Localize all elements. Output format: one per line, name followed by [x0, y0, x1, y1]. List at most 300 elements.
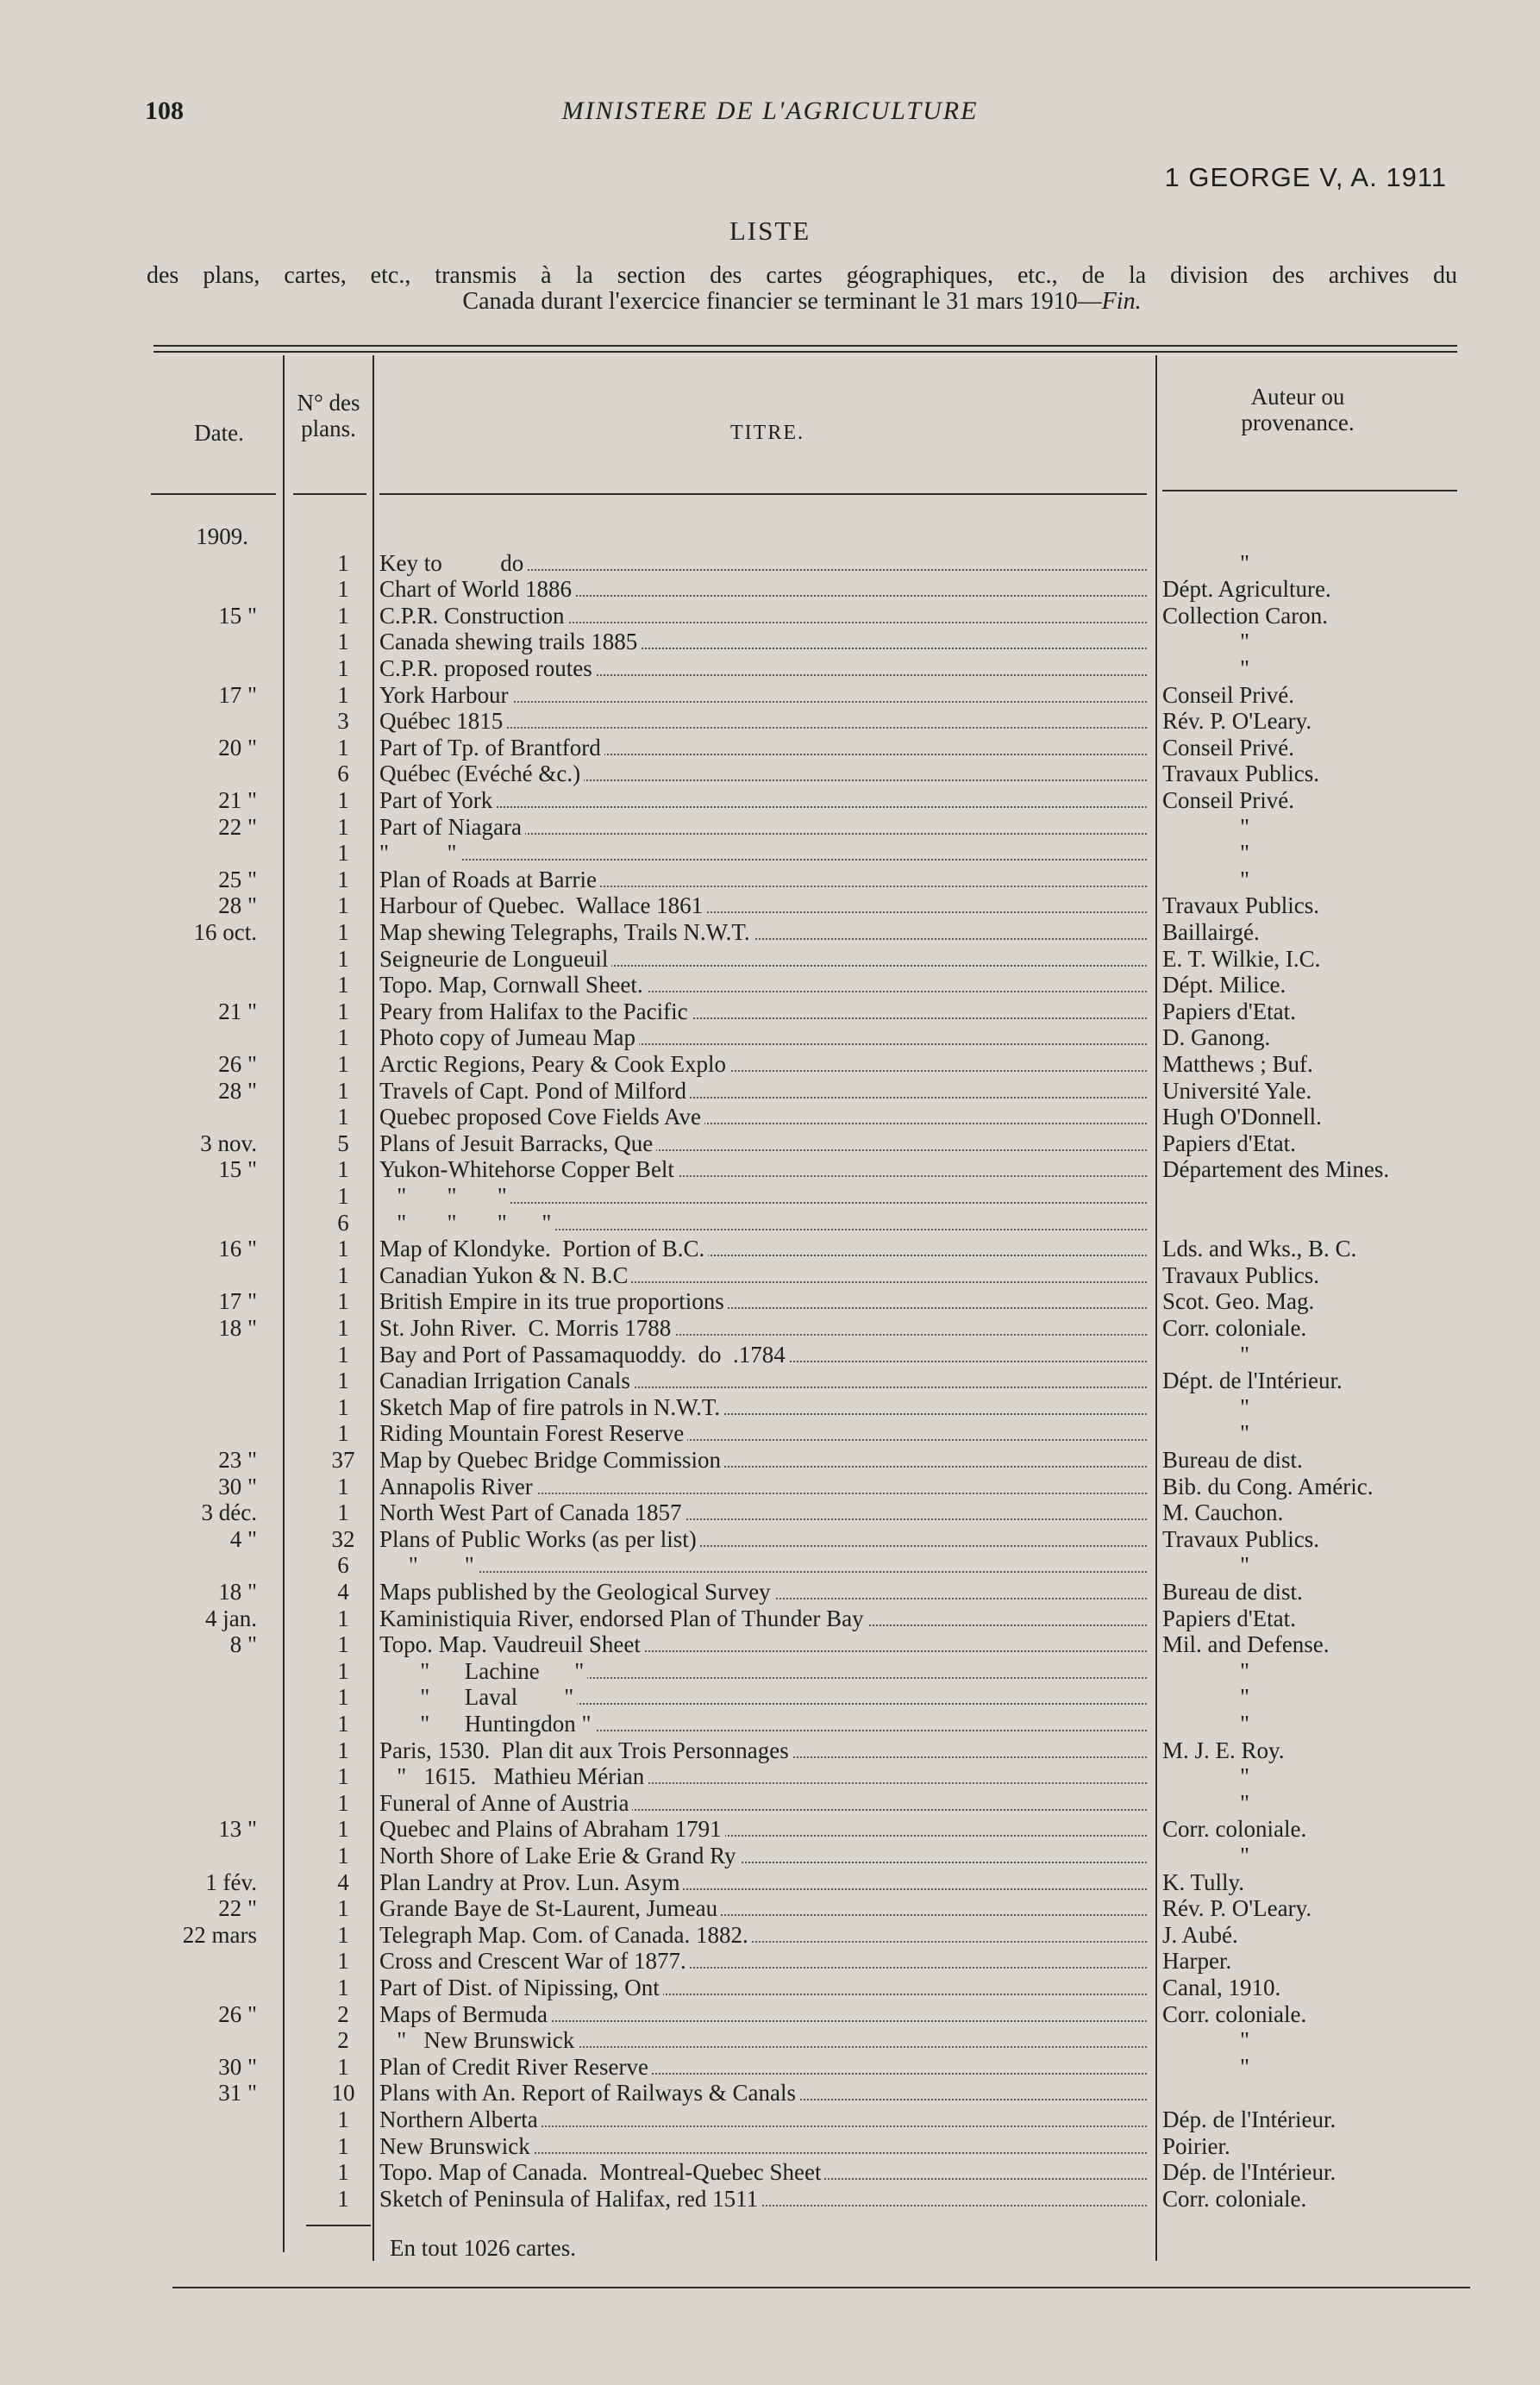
row-title-text: " New Brunswick [379, 2027, 578, 2053]
col-divider-1 [283, 355, 285, 2252]
row-title [379, 1078, 1147, 1104]
row-title-text: Arctic Regions, Peary & Cook Explo [379, 1051, 729, 1077]
row-author: " [1240, 629, 1250, 654]
row-author: Université Yale. [1162, 1078, 1312, 1104]
row-author: Travaux Publics. [1162, 892, 1320, 918]
row-author: Dépt. Agriculture. [1162, 576, 1331, 602]
row-count: 6 [337, 1552, 349, 1578]
row-title-text: Northern Alberta [379, 2106, 542, 2132]
row-author: Lds. and Wks., B. C. [1162, 1236, 1357, 1261]
row-count: 4 [337, 1579, 349, 1605]
row-count: 1 [337, 1631, 349, 1657]
row-title [379, 1948, 1147, 1974]
bottom-rule [172, 2287, 1470, 2288]
row-author: D. Ganong. [1162, 1024, 1271, 1050]
row-date: 28 " [218, 892, 257, 918]
row-title [379, 919, 1147, 945]
row-count: 1 [337, 2133, 349, 2159]
row-date: 20 " [218, 735, 257, 761]
row-author: Matthews ; Buf. [1162, 1051, 1313, 1077]
row-author: Baillairgé. [1162, 919, 1260, 945]
row-title-text: Sketch of Peninsula of Halifax, red 1511 [379, 2186, 761, 2212]
row-title [379, 1183, 1147, 1209]
row-title [379, 1975, 1147, 2000]
row-title-text: Key to do [379, 550, 527, 576]
row-title [379, 1368, 1147, 1393]
row-title-text: Grande Baye de St-Laurent, Jumeau [379, 1895, 721, 1921]
row-author: " [1240, 1711, 1250, 1737]
row-count: 1 [337, 1922, 349, 1948]
row-title [379, 2027, 1147, 2053]
leader-dots [379, 1571, 1147, 1573]
row-count: 1 [337, 2159, 349, 2185]
row-count: 6 [337, 761, 349, 786]
row-title-text: Plan of Roads at Barrie [379, 867, 600, 892]
row-date: 13 " [218, 1816, 257, 1842]
row-title-text: Topo. Map. Vaudreuil Sheet [379, 1631, 644, 1657]
row-title-text: C.P.R. proposed routes [379, 655, 596, 681]
row-author: Conseil Privé. [1162, 682, 1294, 708]
row-count: 1 [337, 1948, 349, 1974]
row-title [379, 998, 1147, 1024]
row-date: 31 " [218, 2080, 257, 2106]
row-title-text: British Empire in its true proportions [379, 1288, 728, 1314]
row-title [379, 1658, 1147, 1684]
row-title [379, 761, 1147, 786]
row-date: 1909. [196, 523, 248, 549]
row-author: Dép. de l'Intérieur. [1162, 2159, 1337, 2185]
row-title-text: Travels of Capt. Pond of Milford [379, 1078, 690, 1104]
row-count: 1 [337, 1737, 349, 1763]
row-author: M. J. E. Roy. [1162, 1737, 1285, 1763]
row-title [379, 655, 1147, 681]
total-rule [306, 2225, 371, 2226]
row-title [379, 1342, 1147, 1368]
row-title [379, 946, 1147, 972]
row-title-text: North West Part of Canada 1857 [379, 1499, 685, 1525]
row-date: 8 " [229, 1631, 257, 1657]
row-author: Collection Caron. [1162, 603, 1328, 629]
row-count: 1 [337, 1078, 349, 1104]
leader-dots [379, 859, 1147, 861]
row-title-text: Riding Mountain Forest Reserve [379, 1420, 687, 1446]
row-title [379, 1262, 1147, 1288]
row-title [379, 1895, 1147, 1921]
row-count: 1 [337, 1051, 349, 1077]
row-title-text: Plans of Public Works (as per list) [379, 1526, 700, 1552]
caption [147, 263, 1457, 315]
row-title [379, 1420, 1147, 1446]
row-author: Travaux Publics. [1162, 1262, 1320, 1288]
row-author: J. Aubé. [1162, 1922, 1238, 1948]
row-count: 37 [331, 1447, 355, 1473]
row-count: 2 [337, 2027, 349, 2053]
header-underline-date [151, 493, 276, 495]
row-title [379, 1843, 1147, 1869]
row-count: 1 [337, 1843, 349, 1869]
row-count: 1 [337, 550, 349, 576]
row-title-text: " Laval " [379, 1684, 577, 1710]
row-date: 26 " [218, 1051, 257, 1077]
row-date: 30 " [218, 2054, 257, 2080]
row-title-text: Part of Niagara [379, 814, 525, 840]
row-author: Travaux Publics. [1162, 1526, 1320, 1552]
row-title [379, 1474, 1147, 1499]
row-title-text: Plan of Credit River Reserve [379, 2054, 652, 2080]
row-author: Bureau de dist. [1162, 1579, 1303, 1605]
row-author: Papiers d'Etat. [1162, 998, 1296, 1024]
row-title-text: Cross and Crescent War of 1877. [379, 1948, 690, 1974]
caption-line-2 [462, 288, 1141, 315]
row-date: 17 " [218, 682, 257, 708]
row-count: 1 [337, 1711, 349, 1737]
row-author: Corr. coloniale. [1162, 2001, 1307, 2027]
row-author: " [1240, 1342, 1250, 1368]
row-title [379, 1790, 1147, 1816]
row-author: Poirier. [1162, 2133, 1230, 2159]
row-title [379, 1684, 1147, 1710]
row-title-text: Canadian Irrigation Canals [379, 1368, 634, 1393]
row-count: 1 [337, 2054, 349, 2080]
row-count: 1 [337, 1790, 349, 1816]
row-title [379, 1606, 1147, 1631]
row-count: 1 [337, 867, 349, 892]
row-title-text: Canadian Yukon & N. B.C [379, 1262, 631, 1288]
row-title-text: Québec (Evéché &c.) [379, 761, 584, 786]
row-date: 4 jan. [205, 1606, 257, 1631]
page-number: 108 [145, 97, 184, 125]
top-rule-1 [153, 345, 1457, 347]
row-count: 1 [337, 1024, 349, 1050]
row-author: " [1240, 1684, 1250, 1710]
row-date: 25 " [218, 867, 257, 892]
row-date: 21 " [218, 998, 257, 1024]
row-title-text: " Lachine " [379, 1658, 587, 1684]
row-title-text: Map of Klondyke. Portion of B.C. [379, 1236, 708, 1261]
row-author: Dépt. Milice. [1162, 972, 1286, 998]
row-count: 32 [331, 1526, 355, 1552]
row-count: 1 [337, 1183, 349, 1209]
row-title [379, 2133, 1147, 2159]
row-author: K. Tully. [1162, 1869, 1245, 1895]
header-author: Auteur ou provenance. [1241, 384, 1355, 435]
row-title-text: Harbour of Quebec. Wallace 1861 [379, 892, 706, 918]
row-title-text: North Shore of Lake Erie & Grand Ry [379, 1843, 740, 1869]
row-title [379, 2054, 1147, 2080]
row-title-text: Plans with An. Report of Railways & Canals [379, 2080, 799, 2106]
row-date: 26 " [218, 2001, 257, 2027]
row-title [379, 2001, 1147, 2027]
row-count: 1 [337, 655, 349, 681]
row-author: Bureau de dist. [1162, 1447, 1303, 1473]
row-title [379, 840, 1147, 866]
row-count: 1 [337, 603, 349, 629]
row-author: Corr. coloniale. [1162, 2186, 1307, 2212]
row-author: Harper. [1162, 1948, 1232, 1974]
row-count: 1 [337, 2106, 349, 2132]
row-count: 1 [337, 919, 349, 945]
row-title [379, 603, 1147, 629]
row-title [379, 1288, 1147, 1314]
row-title [379, 1499, 1147, 1525]
row-count: 1 [337, 1262, 349, 1288]
row-date: 22 mars [182, 1922, 257, 1948]
row-title [379, 1922, 1147, 1948]
row-count: 1 [337, 1288, 349, 1314]
row-author: Papiers d'Etat. [1162, 1130, 1296, 1156]
row-count: 1 [337, 840, 349, 866]
row-title-text: " " [379, 840, 460, 866]
row-date: 28 " [218, 1078, 257, 1104]
row-title [379, 867, 1147, 892]
row-title-text: Canada shewing trails 1885 [379, 629, 641, 654]
row-title-text: " " " [379, 1183, 510, 1209]
row-title [379, 1763, 1147, 1789]
caption-line-2-text: Canada durant l'exercice financier se terminant le 31 mars 1910— [462, 288, 1102, 315]
row-author: " [1240, 2027, 1250, 2053]
row-title [379, 1711, 1147, 1737]
row-count: 1 [337, 1236, 349, 1261]
row-count: 1 [337, 2186, 349, 2212]
row-title [379, 708, 1147, 734]
row-title-text: Yukon-Whitehorse Copper Belt [379, 1156, 678, 1182]
session-label: 1 GEORGE V, A. 1911 [1164, 162, 1447, 192]
row-author: " [1240, 1843, 1250, 1869]
row-count: 1 [337, 1763, 349, 1789]
running-head: MINISTERE DE L'AGRICULTURE [561, 97, 979, 125]
row-title [379, 1236, 1147, 1261]
row-title-text: Chart of World 1886 [379, 576, 575, 602]
header-title: TITRE. [730, 422, 804, 444]
row-title [379, 1210, 1147, 1236]
row-author: Scot. Geo. Mag. [1162, 1288, 1315, 1314]
row-author: Dép. de l'Intérieur. [1162, 2106, 1337, 2132]
row-author: Rév. P. O'Leary. [1162, 708, 1312, 734]
row-title-text: Kaministiquia River, endorsed Plan of Thunder Bay [379, 1606, 867, 1631]
row-title [379, 1104, 1147, 1130]
row-title [379, 1130, 1147, 1156]
row-title [379, 787, 1147, 813]
col-divider-2 [372, 355, 374, 2261]
row-title [379, 576, 1147, 602]
row-author: Département des Mines. [1162, 1156, 1390, 1182]
row-title [379, 892, 1147, 918]
row-title-text: Quebec and Plains of Abraham 1791 [379, 1816, 725, 1842]
row-title-text: Peary from Halifax to the Pacific [379, 998, 692, 1024]
row-author: Canal, 1910. [1162, 1975, 1281, 2000]
row-count: 1 [337, 1342, 349, 1368]
row-date: 22 " [218, 1895, 257, 1921]
row-title-text: Seigneurie de Longueuil [379, 946, 611, 972]
row-title-text: Bay and Port of Passamaquoddy. do .1784 [379, 1342, 789, 1368]
row-title-text: Part of Tp. of Brantford [379, 735, 604, 761]
row-title [379, 1737, 1147, 1763]
row-count: 1 [337, 787, 349, 813]
row-count: 3 [337, 708, 349, 734]
row-author: " [1240, 840, 1250, 866]
row-date: 18 " [218, 1579, 257, 1605]
row-author: " [1240, 1552, 1250, 1578]
row-title-text: " 1615. Mathieu Mérian [379, 1763, 648, 1789]
row-count: 1 [337, 1658, 349, 1684]
row-title-text: St. John River. C. Morris 1788 [379, 1315, 674, 1341]
row-title-text: Part of York [379, 787, 496, 813]
row-count: 6 [337, 1210, 349, 1236]
row-date: 18 " [218, 1315, 257, 1341]
row-author: " [1240, 1763, 1250, 1789]
row-title [379, 1816, 1147, 1842]
row-date: 3 nov. [200, 1130, 257, 1156]
row-title-text: Maps of Bermuda [379, 2001, 551, 2027]
row-count: 1 [337, 998, 349, 1024]
row-title [379, 1051, 1147, 1077]
row-author: " [1240, 655, 1250, 681]
row-title [379, 1526, 1147, 1552]
row-title-text: Map by Quebec Bridge Commission [379, 1447, 724, 1473]
row-title [379, 1156, 1147, 1182]
row-date: 22 " [218, 814, 257, 840]
row-title-text: Maps published by the Geological Survey [379, 1579, 774, 1605]
row-count: 1 [337, 629, 349, 654]
row-title [379, 2186, 1147, 2212]
row-title-text: Funeral of Anne of Austria [379, 1790, 632, 1816]
row-title-text: Plan Landry at Prov. Lun. Asym [379, 1869, 683, 1895]
row-author: E. T. Wilkie, I.C. [1162, 946, 1321, 972]
row-count: 1 [337, 576, 349, 602]
row-author: " [1240, 814, 1250, 840]
row-title [379, 2080, 1147, 2106]
header-underline-title [379, 493, 1147, 495]
row-count: 5 [337, 1130, 349, 1156]
row-author: " [1240, 867, 1250, 892]
row-title-text: " Huntingdon " [379, 1711, 595, 1737]
row-title [379, 2106, 1147, 2132]
row-date: 4 " [229, 1526, 257, 1552]
row-count: 1 [337, 1315, 349, 1341]
row-author: Corr. coloniale. [1162, 1816, 1307, 1842]
row-author: Hugh O'Donnell. [1162, 1104, 1322, 1130]
row-count: 2 [337, 2001, 349, 2027]
row-title [379, 1394, 1147, 1420]
row-count: 1 [337, 1975, 349, 2000]
row-count: 1 [337, 1499, 349, 1525]
top-rule-2 [153, 351, 1457, 353]
row-title [379, 735, 1147, 761]
row-date: 23 " [218, 1447, 257, 1473]
header-underline-author [1162, 490, 1457, 491]
row-count: 1 [337, 1474, 349, 1499]
row-title [379, 550, 1147, 576]
row-author: Conseil Privé. [1162, 735, 1294, 761]
row-title-text: Annapolis River [379, 1474, 536, 1499]
row-date: 16 " [218, 1236, 257, 1261]
row-count: 1 [337, 972, 349, 998]
caption-line-1: des plans, cartes, etc., transmis à la section des cartes géographiques, etc., de la division des archives du [147, 262, 1457, 289]
row-count: 10 [331, 2080, 355, 2106]
row-title [379, 2159, 1147, 2185]
row-title-text: New Brunswick [379, 2133, 534, 2159]
row-title-text: C.P.R. Construction [379, 603, 568, 629]
row-count: 1 [337, 735, 349, 761]
row-title [379, 1315, 1147, 1341]
header-num: N° des plans. [297, 390, 360, 441]
row-author: M. Cauchon. [1162, 1499, 1284, 1525]
row-title-text: Plans of Jesuit Barracks, Que [379, 1130, 656, 1156]
header-underline-num [293, 493, 366, 495]
row-date: 21 " [218, 787, 257, 813]
row-title-text: Part of Dist. of Nipissing, Ont [379, 1975, 663, 2000]
row-count: 1 [337, 1394, 349, 1420]
row-date: 16 oct. [193, 919, 257, 945]
row-title-text: Paris, 1530. Plan dit aux Trois Personnages [379, 1737, 792, 1763]
header-date: Date. [194, 420, 244, 446]
row-count: 1 [337, 1684, 349, 1710]
row-count: 1 [337, 1420, 349, 1446]
row-count: 1 [337, 682, 349, 708]
row-date: 15 " [218, 603, 257, 629]
row-count: 1 [337, 814, 349, 840]
row-author: Papiers d'Etat. [1162, 1606, 1296, 1631]
row-title [379, 814, 1147, 840]
row-title-text: Topo. Map, Cornwall Sheet. [379, 972, 647, 998]
row-title [379, 1579, 1147, 1605]
row-title-text: Topo. Map of Canada. Montreal-Quebec Sheet [379, 2159, 824, 2185]
row-count: 1 [337, 1816, 349, 1842]
row-title-text: York Harbour [379, 682, 512, 708]
row-title-text: Telegraph Map. Com. of Canada. 1882. [379, 1922, 752, 1948]
row-title [379, 629, 1147, 654]
page-title: LISTE [729, 216, 811, 246]
row-author: Conseil Privé. [1162, 787, 1294, 813]
col-divider-3 [1155, 355, 1157, 2261]
row-author: " [1240, 1394, 1250, 1420]
row-date: 15 " [218, 1156, 257, 1182]
row-date: 3 déc. [201, 1499, 257, 1525]
row-count: 1 [337, 892, 349, 918]
row-date: 1 fév. [205, 1869, 257, 1895]
row-count: 1 [337, 1368, 349, 1393]
row-author: Mil. and Defense. [1162, 1631, 1330, 1657]
row-author: " [1240, 1420, 1250, 1446]
row-title [379, 1024, 1147, 1050]
row-author: " [1240, 2054, 1250, 2080]
total-line: En tout 1026 cartes. [390, 2235, 576, 2261]
row-author: Travaux Publics. [1162, 761, 1320, 786]
row-title [379, 972, 1147, 998]
row-count: 1 [337, 1895, 349, 1921]
row-title-text: " " " " [379, 1210, 554, 1236]
row-title-text: Photo copy of Jumeau Map [379, 1024, 639, 1050]
row-title-text: " " [379, 1552, 478, 1578]
row-title [379, 1447, 1147, 1473]
row-author: " [1240, 1790, 1250, 1816]
row-author: " [1240, 550, 1250, 576]
row-count: 1 [337, 1104, 349, 1130]
row-author: Bib. du Cong. Améric. [1162, 1474, 1374, 1499]
row-title-text: Sketch Map of fire patrols in N.W.T. [379, 1394, 723, 1420]
row-title [379, 682, 1147, 708]
row-count: 1 [337, 946, 349, 972]
row-author: Rév. P. O'Leary. [1162, 1895, 1312, 1921]
row-author: Corr. coloniale. [1162, 1315, 1307, 1341]
row-author: Dépt. de l'Intérieur. [1162, 1368, 1343, 1393]
row-date: 30 " [218, 1474, 257, 1499]
row-title [379, 1869, 1147, 1895]
row-title [379, 1552, 1147, 1578]
caption-line-2-italic: Fin. [1101, 288, 1142, 315]
row-title-text: Map shewing Telegraphs, Trails N.W.T. [379, 919, 754, 945]
row-title [379, 1631, 1147, 1657]
